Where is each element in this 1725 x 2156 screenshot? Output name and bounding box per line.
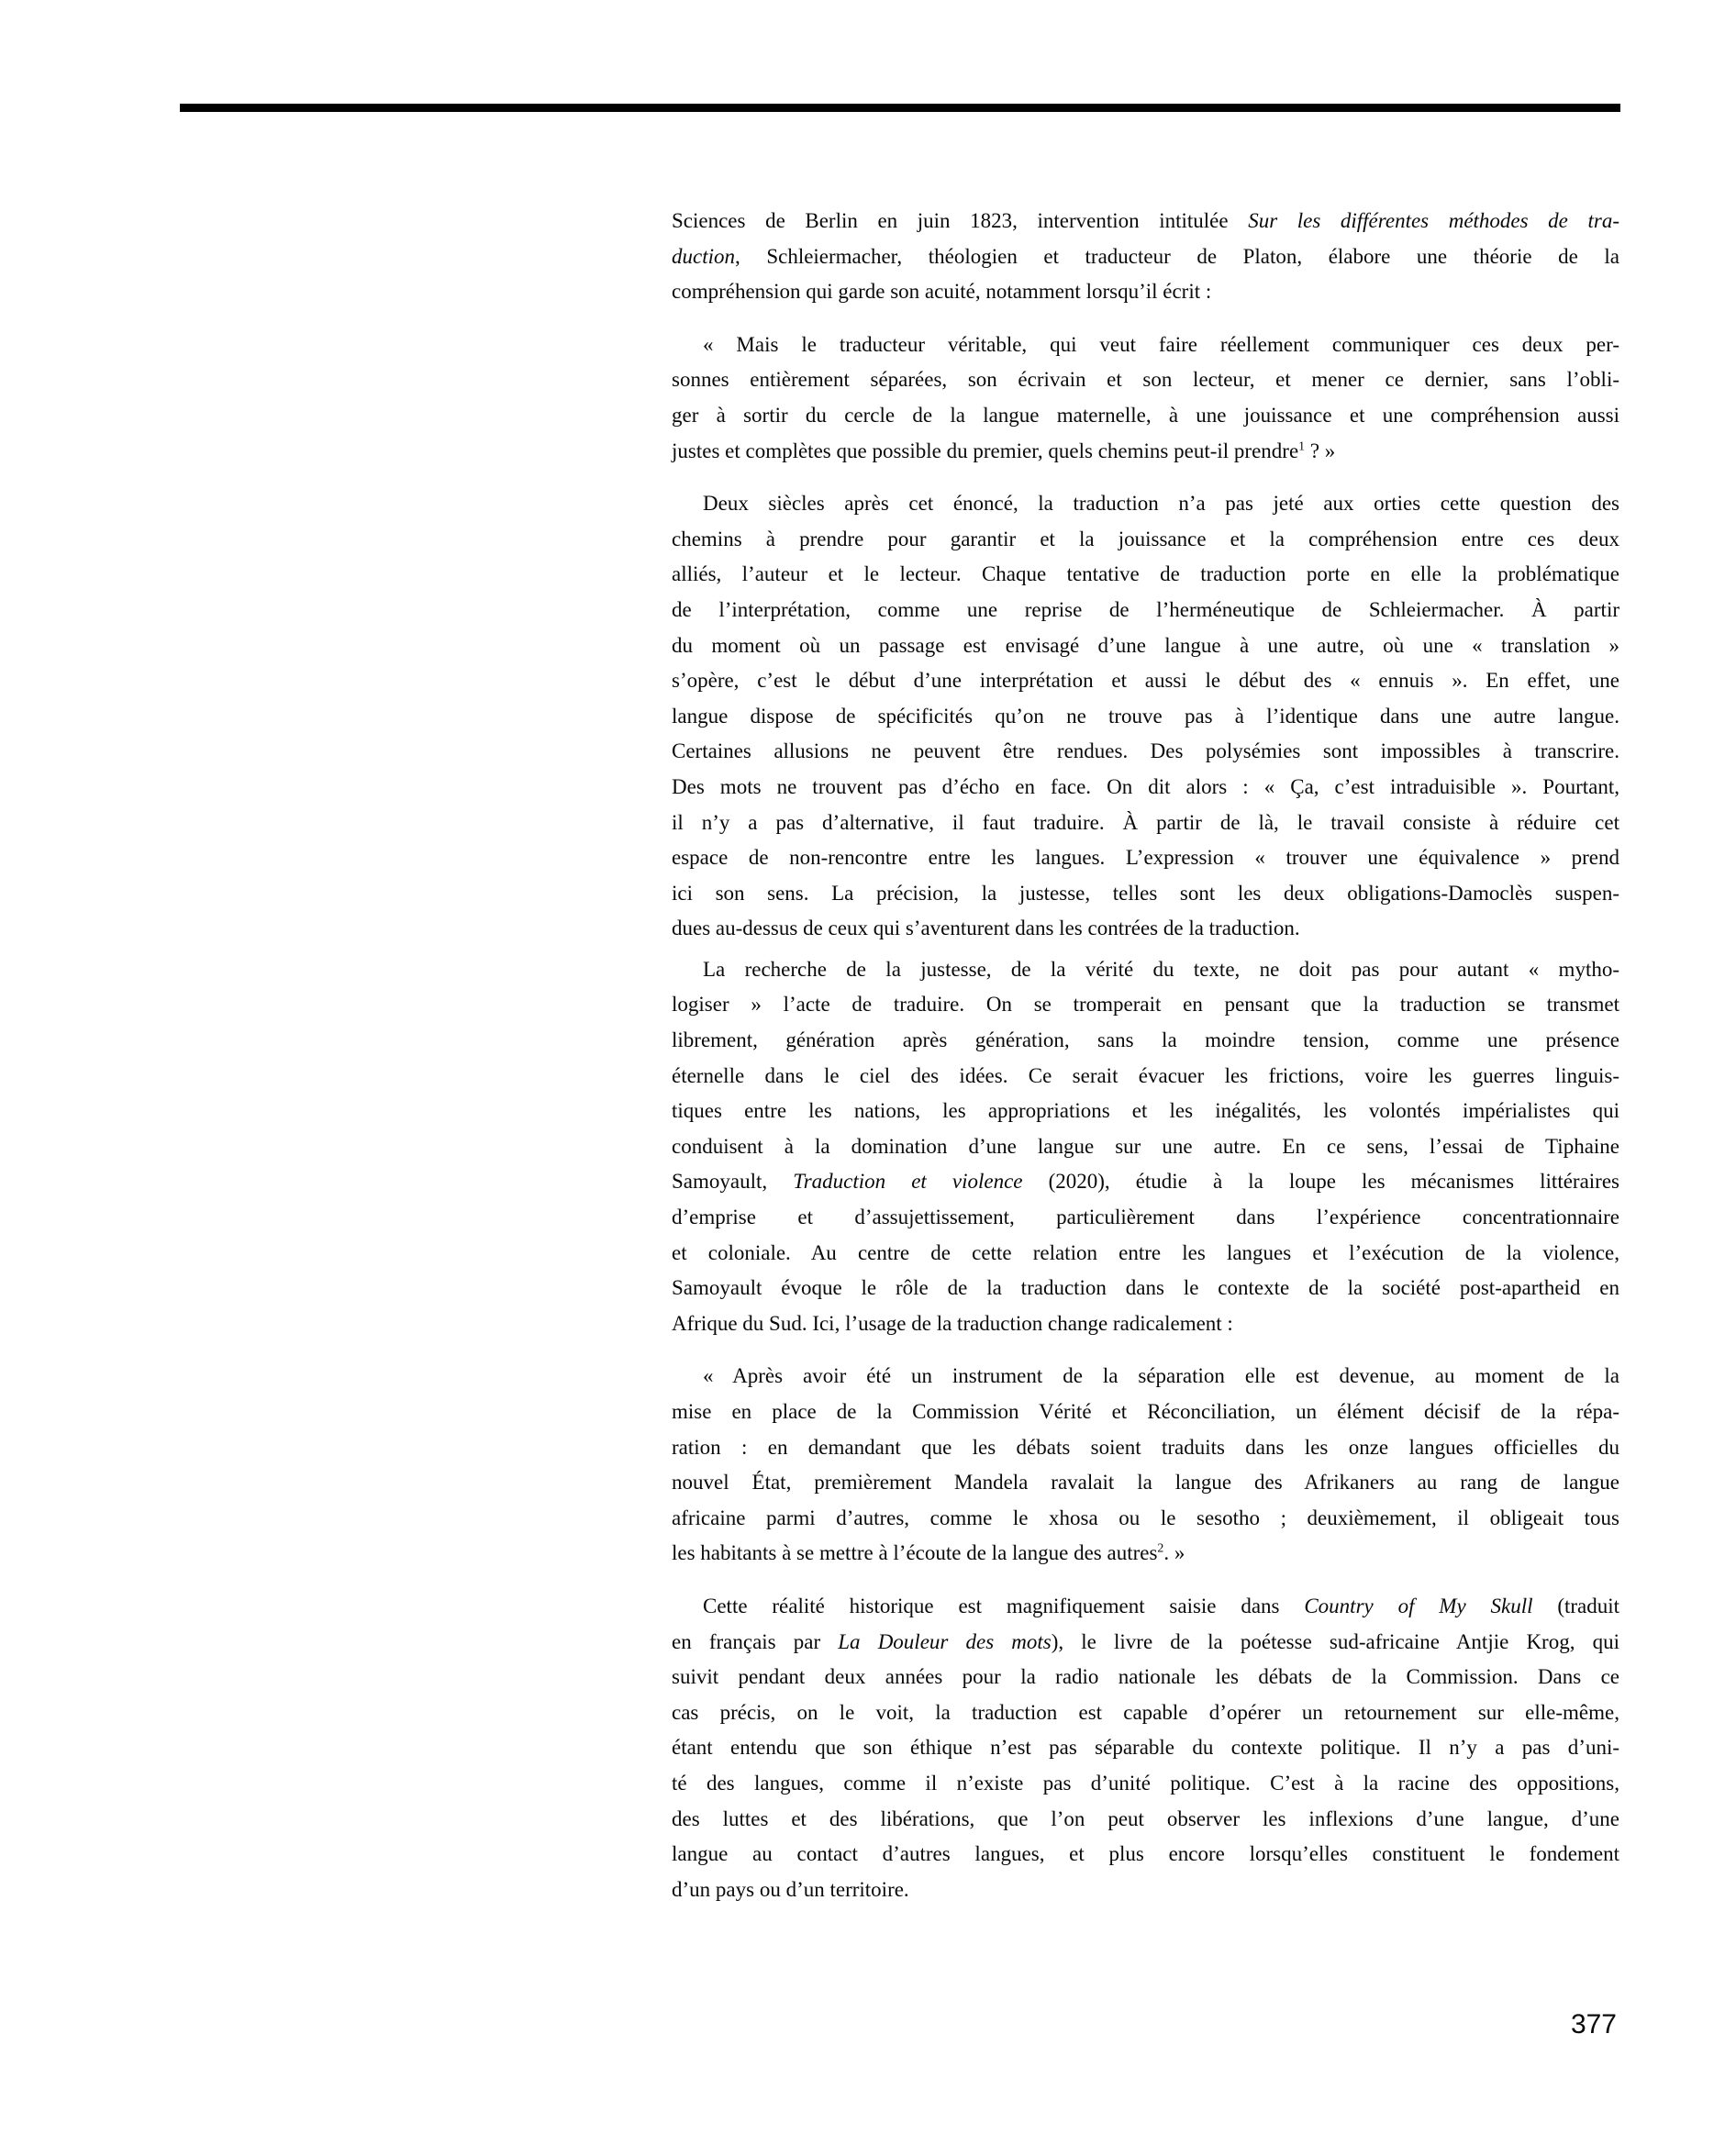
text-segment: et coloniale. Au centre de cette relation entre les langues et l’exécution de la violence,: [672, 1240, 1619, 1264]
text-line: [672, 486, 1619, 522]
text-segment: espace de non-rencontre entre les langues. L’expression « trouver une équivalence » prend: [672, 846, 1619, 870]
text-segment: sonnes entièrement séparées, son écrivain et son lecteur, et mener ce dernier, sans l’obli-: [672, 368, 1619, 392]
text-segment: suivit pendant deux années pour la radio nationale les débats de la Commission. Dans ce: [672, 1665, 1619, 1689]
page-number: 377: [1570, 2009, 1617, 2039]
text-line: [672, 398, 1619, 434]
text-line: [672, 840, 1619, 876]
footnote-reference: 2: [1157, 1540, 1164, 1555]
italic-text: Traduction et violence: [793, 1170, 1023, 1194]
block-quote-paragraph: [672, 1359, 1619, 1572]
text-line: [672, 1873, 1619, 1908]
text-line: [672, 1129, 1619, 1165]
text-segment: d’un pays ou d’un territoire.: [672, 1877, 909, 1901]
text-line: [672, 987, 1619, 1023]
text-line: [672, 328, 1619, 363]
text-line: [672, 1164, 1619, 1200]
text-line: [672, 1395, 1619, 1430]
text-segment: d’emprise et d’assujettissement, particulièrement dans l’expérience concentrationnaire: [672, 1206, 1619, 1229]
text-line: [672, 1695, 1619, 1731]
header-rule: [180, 104, 1620, 112]
text-segment: logiser » l’acte de traduire. On se tromperait en pensant que la traduction se transmet: [672, 993, 1619, 1017]
text-line: [672, 1236, 1619, 1272]
text-line: [672, 1802, 1619, 1838]
text-line: [672, 1536, 1619, 1572]
text-segment: ), le livre de la poétesse sud-africaine Antjie Krog, qui: [1051, 1629, 1619, 1653]
text-line: [672, 593, 1619, 628]
text-segment: africaine parmi d’autres, comme le xhosa ou le sesotho ; deuxièmement, il obligeait tous: [672, 1506, 1619, 1529]
text-line: [672, 522, 1619, 558]
text-segment: étant entendu que son éthique n’est pas séparable du contexte politique. Il n’y a pas d’uni-: [672, 1736, 1619, 1760]
text-block: [672, 204, 1619, 1907]
text-line: [672, 1589, 1619, 1625]
text-segment: du moment où un passage est envisagé d’une langue à une autre, où une « translation »: [672, 633, 1619, 657]
text-segment: justes et complètes que possible du premier, quels chemins peut-il prendre: [672, 439, 1299, 462]
text-line: [672, 734, 1619, 770]
text-line: [672, 1059, 1619, 1095]
text-segment: Afrique du Sud. Ici, l’usage de la traduction change radicalement :: [672, 1311, 1233, 1335]
text-segment: Samoyault,: [672, 1170, 794, 1194]
text-line: [672, 911, 1619, 947]
italic-text: Sur les différentes méthodes de tra-: [1248, 209, 1619, 232]
text-segment: . »: [1163, 1541, 1185, 1565]
body-paragraph: [672, 1589, 1619, 1907]
text-line: [672, 1359, 1619, 1395]
text-line: [672, 434, 1619, 470]
text-line: [672, 628, 1619, 664]
text-line: [672, 1837, 1619, 1873]
text-line: [672, 699, 1619, 735]
text-segment: éternelle dans le ciel des idées. Ce serait évacuer les frictions, voire les guerres linguis-: [672, 1063, 1619, 1087]
text-line: [672, 362, 1619, 398]
text-segment: langue au contact d’autres langues, et plus encore lorsqu’elles constituent le fondement: [672, 1842, 1619, 1866]
text-segment: Des mots ne trouvent pas d’écho en face. On dit alors : « Ça, c’est intraduisible ». Pourtant,: [672, 774, 1619, 798]
text-line: [672, 557, 1619, 593]
text-segment: ration : en demandant que les débats soient traduits dans les onze langues officielles du: [672, 1435, 1619, 1459]
block-quote-paragraph: [672, 328, 1619, 469]
footnote-reference: 1: [1298, 438, 1306, 452]
text-line: [672, 1766, 1619, 1802]
text-segment: mise en place de la Commission Vérité et Réconciliation, un élément décisif de la répa-: [672, 1400, 1619, 1423]
text-segment: en français par: [672, 1629, 839, 1653]
text-segment: « Après avoir été un instrument de la séparation elle est devenue, au moment de la: [703, 1364, 1619, 1388]
body-paragraph: [672, 486, 1619, 947]
text-segment: conduisent à la domination d’une langue sur une autre. En ce sens, l’essai de Tiphaine: [672, 1134, 1619, 1158]
text-segment: (traduit: [1532, 1594, 1620, 1617]
italic-text: Country of My Skull: [1304, 1594, 1533, 1617]
text-segment: La recherche de la justesse, de la vérité du texte, ne doit pas pour autant « mytho-: [703, 957, 1619, 981]
text-line: [672, 1200, 1619, 1236]
text-line: [672, 274, 1619, 310]
text-segment: chemins à prendre pour garantir et la jouissance et la compréhension entre ces deux: [672, 527, 1619, 550]
text-line: [672, 1730, 1619, 1766]
text-segment: Certaines allusions ne peuvent être rendues. Des polysémies sont impossibles à transcrire.: [672, 739, 1619, 763]
text-line: [672, 204, 1619, 239]
text-segment: dues au-dessus de ceux qui s’aventurent dans les contrées de la traduction.: [672, 917, 1300, 940]
text-segment: de l’interprétation, comme une reprise de l’herméneutique de Schleiermacher. À partir: [672, 597, 1619, 621]
text-segment: , Schleiermacher, théologien et traducteur de Platon, élabore une théorie de la: [735, 244, 1619, 268]
text-segment: (2020), étudie à la loupe les mécanismes littéraires: [1022, 1170, 1619, 1194]
text-segment: Cette réalité historique est magnifiquement saisie dans: [703, 1594, 1305, 1617]
text-segment: s’opère, c’est le début d’une interprétation et aussi le début des « ennuis ». En effet, une: [672, 669, 1619, 693]
text-line: [672, 1306, 1619, 1342]
text-line: [672, 1660, 1619, 1695]
italic-text: duction: [672, 244, 735, 268]
text-segment: il n’y a pas d’alternative, il faut traduire. À partir de là, le travail consiste à réduire cet: [672, 810, 1619, 834]
text-line: [672, 1271, 1619, 1306]
text-segment: ? »: [1305, 439, 1336, 462]
text-line: [672, 1501, 1619, 1537]
italic-text: La Douleur des mots: [838, 1629, 1052, 1653]
text-segment: Samoyault évoque le rôle de la traduction dans le contexte de la société post-apartheid en: [672, 1276, 1619, 1300]
text-segment: Sciences de Berlin en juin 1823, intervention intitulée: [672, 209, 1249, 232]
text-segment: librement, génération après génération, sans la moindre tension, comme une présence: [672, 1028, 1619, 1052]
text-segment: tiques entre les nations, les appropriations et les inégalités, les volontés impérialistes qui: [672, 1099, 1619, 1123]
text-segment: Deux siècles après cet énoncé, la traduction n’a pas jeté aux orties cette question des: [703, 492, 1619, 516]
text-line: [672, 1625, 1619, 1661]
text-line: [672, 876, 1619, 912]
text-line: [672, 952, 1619, 988]
text-segment: té des langues, comme il n’existe pas d’unité politique. C’est à la racine des oppositions,: [672, 1771, 1619, 1795]
text-segment: des luttes et des libérations, que l’on peut observer les inflexions d’une langue, d’une: [672, 1806, 1619, 1830]
text-segment: ici son sens. La précision, la justesse, telles sont les deux obligations-Damoclès suspen-: [672, 881, 1619, 905]
text-segment: alliés, l’auteur et le lecteur. Chaque tentative de traduction porte en elle la problématique: [672, 562, 1619, 586]
text-line: [672, 806, 1619, 841]
text-line: [672, 770, 1619, 806]
text-line: [672, 663, 1619, 699]
text-line: [672, 1023, 1619, 1059]
text-segment: ger à sortir du cercle de la langue maternelle, à une jouissance et une compréhension aussi: [672, 403, 1619, 427]
text-line: [672, 1430, 1619, 1466]
text-segment: cas précis, on le voit, la traduction est capable d’opérer un retournement sur elle-même,: [672, 1700, 1619, 1724]
text-segment: les habitants à se mettre à l’écoute de la langue des autres: [672, 1541, 1158, 1565]
text-segment: compréhension qui garde son acuité, notamment lorsqu’il écrit :: [672, 280, 1212, 304]
text-segment: langue dispose de spécificités qu’on ne trouve pas à l’identique dans une autre langue.: [672, 704, 1619, 728]
text-line: [672, 1094, 1619, 1129]
body-paragraph: [672, 952, 1619, 1342]
text-segment: nouvel État, premièrement Mandela ravalait la langue des Afrikaners au rang de langue: [672, 1471, 1619, 1495]
text-line: [672, 239, 1619, 275]
body-paragraph: [672, 204, 1619, 310]
text-line: [672, 1465, 1619, 1501]
text-segment: « Mais le traducteur véritable, qui veut faire réellement communiquer ces deux per-: [703, 332, 1619, 356]
